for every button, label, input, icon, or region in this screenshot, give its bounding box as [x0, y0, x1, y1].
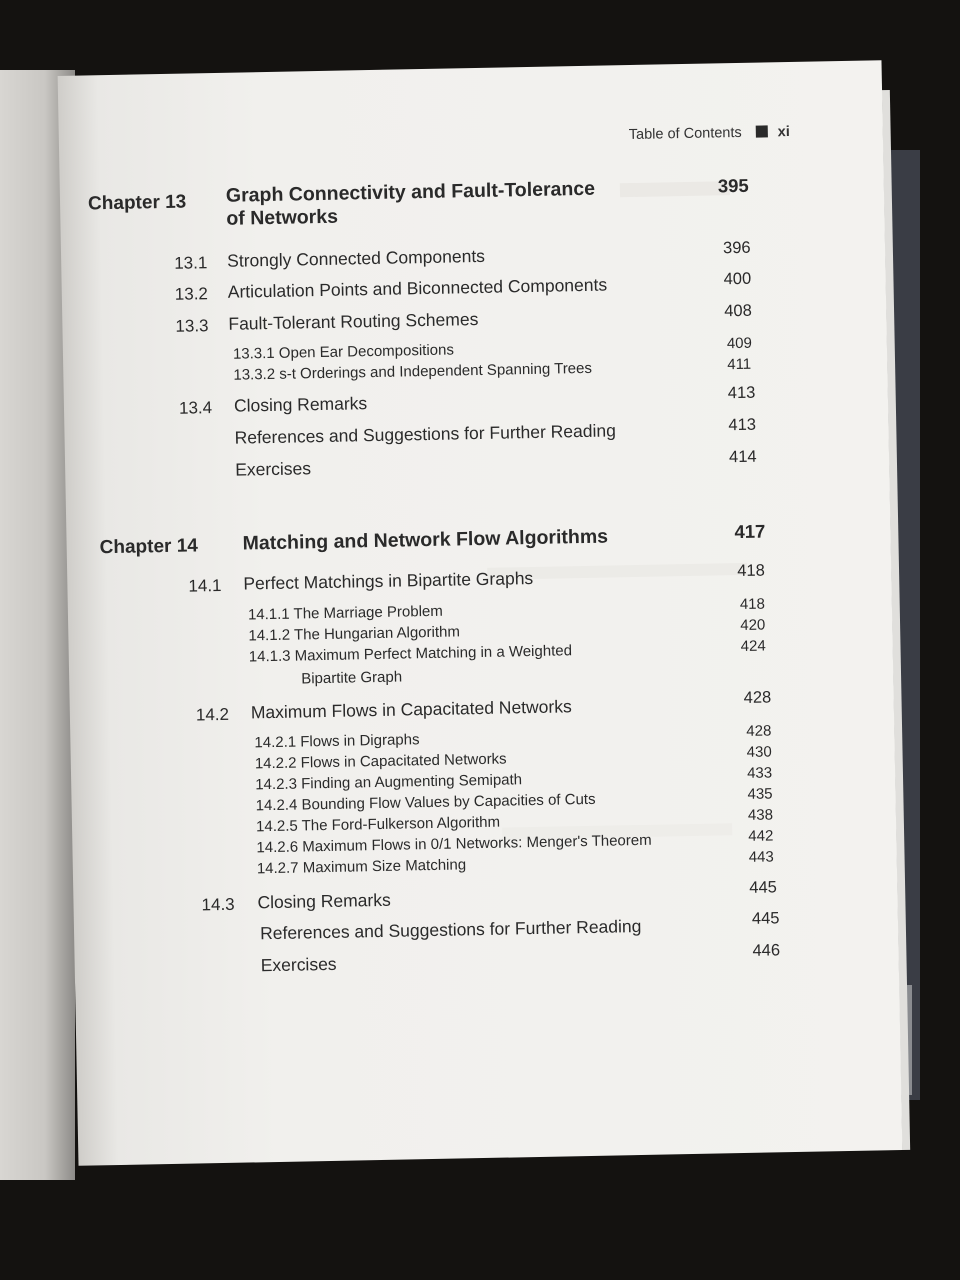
section-page: 413: [727, 383, 756, 403]
section-page: 445: [749, 878, 778, 897]
chapter-13-title-line1: Graph Connectivity and Fault-Tolerance: [225, 177, 596, 207]
subsection-title: 14.1.2 The Hungarian Algorithm: [248, 623, 461, 645]
subsection-title: 14.2.4 Bounding Flow Values by Capacities of Cuts: [255, 790, 596, 815]
references-page: 413: [728, 415, 757, 435]
section-page: 408: [724, 301, 752, 321]
references-page: 445: [751, 909, 780, 928]
subsection-title: 14.1.1 The Marriage Problem: [247, 602, 443, 624]
subsection-page: 442: [748, 827, 774, 845]
toc-page: [58, 60, 903, 1166]
subsection-page: 420: [740, 616, 766, 635]
section-title: Perfect Matchings in Bipartite Graphs: [243, 567, 534, 594]
section-number: 14.1: [188, 575, 222, 596]
chapter-14-label: Chapter 14: [99, 535, 199, 559]
subsection-page: 409: [726, 334, 753, 353]
show-through-texture: [620, 181, 730, 197]
subsection-page: 430: [746, 743, 772, 761]
section-number: 13.2: [174, 284, 209, 304]
page-number: xi: [777, 123, 790, 141]
section-page: 418: [737, 561, 765, 581]
running-head-title: Table of Contents: [628, 124, 742, 144]
subsection-title: 14.2.6 Maximum Flows in 0/1 Networks: Menger's Theorem: [256, 831, 652, 857]
section-title: Fault-Tolerant Routing Schemes: [228, 308, 479, 334]
exercises-title: Exercises: [260, 953, 337, 976]
section-number: 14.2: [195, 704, 230, 725]
chapter-13-title-line2: of Networks: [226, 205, 339, 230]
section-title: Strongly Connected Components: [226, 245, 486, 271]
section-number: 13.1: [174, 253, 208, 273]
subsection-title: 14.2.2 Flows in Capacitated Networks: [254, 750, 507, 773]
subsection-page: 443: [748, 848, 774, 866]
section-title: Closing Remarks: [257, 889, 391, 913]
running-head: [629, 124, 790, 143]
subsection-page: 433: [746, 764, 773, 782]
subsection-page: 438: [747, 806, 774, 824]
section-number: 13.4: [178, 398, 213, 418]
subsection-title: 14.2.7 Maximum Size Matching: [256, 856, 467, 878]
subsection-page: 418: [739, 595, 766, 614]
subsection-page: 411: [727, 355, 752, 374]
section-title: Closing Remarks: [233, 393, 368, 416]
chapter-14-page: 417: [734, 520, 766, 543]
subsection-title: 14.2.1 Flows in Digraphs: [254, 731, 420, 752]
section-page: 428: [743, 688, 772, 707]
subsection-title: 13.3.1 Open Ear Decompositions: [232, 341, 455, 363]
subsection-title: 14.2.5 The Ford-Fulkerson Algorithm: [255, 813, 501, 836]
exercises-title: Exercises: [235, 458, 312, 480]
section-number: 14.3: [201, 894, 235, 915]
subsection-title: 13.3.2 s-t Orderings and Independent Spanning Trees: [233, 359, 593, 384]
subsection-page: 435: [747, 785, 773, 803]
subsection-title: 14.2.3 Finding an Augmenting Semipath: [255, 771, 523, 794]
section-title: Articulation Points and Biconnected Components: [227, 274, 608, 302]
section-number: 13.3: [175, 316, 209, 336]
subsection-title-continued: Bipartite Graph: [301, 668, 403, 688]
subsection-page: 428: [746, 722, 772, 740]
chapter-13-title: [226, 178, 596, 231]
references-title: References and Suggestions for Further Reading: [259, 915, 642, 944]
chapter-13-label: Chapter 13: [87, 191, 187, 215]
chapter-14-title: Matching and Network Flow Algorithms: [242, 525, 609, 555]
references-title: References and Suggestions for Further Reading: [234, 420, 617, 448]
exercises-page: 414: [728, 447, 757, 467]
chapter-13-page: 395: [717, 174, 749, 197]
section-page: 400: [723, 269, 752, 289]
section-title: Maximum Flows in Capacitated Networks: [250, 696, 572, 723]
square-bullet-icon: [756, 125, 768, 137]
exercises-page: 446: [752, 941, 781, 960]
subsection-title: 14.1.3 Maximum Perfect Matching in a Weighted: [248, 642, 573, 666]
subsection-page: 424: [740, 637, 766, 655]
section-page: 396: [722, 238, 751, 258]
